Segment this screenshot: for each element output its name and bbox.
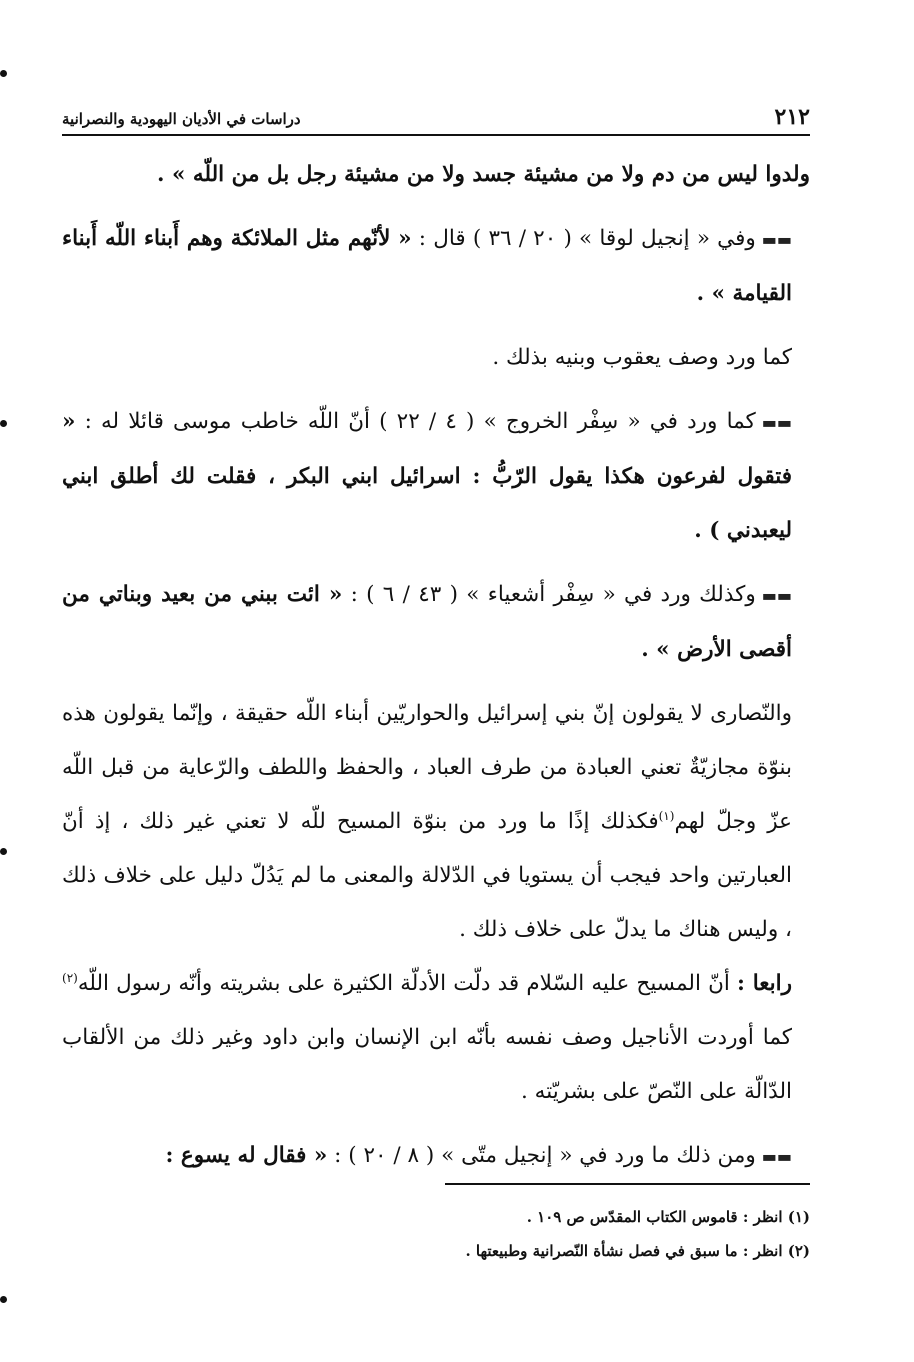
quote: « ائت ببني من بعيد وبناتي من أقصى الأرض » . [62, 582, 792, 662]
quote: « لأنّهم مثل الملائكة وهم أَبناء اللّه أَبناء القيامة » . [62, 226, 792, 306]
paragraph: رابعا : أنّ المسيح عليه السّلام قد دلّت الأدلّة الكثيرة على بشريته وأنّه رسول اللّه$^{(٢)}$ كما أوردت الأناجيل وصف نفسه بأنّه ابن الإنسان وابن داود وغير ذلك من الألقاب الدّالّة على النّصّ على بشريّته . [62, 970, 792, 1104]
footnote-ref: (٢) [62, 970, 78, 985]
paragraph-marker-icon: ▬▬ [761, 413, 793, 432]
paragraph-marker-icon: ▬▬ [761, 1147, 792, 1166]
paragraph: ▬▬كما ورد في « سِفْر الخروج » ( ٤ / ٢٢ ) أنّ اللّه خاطب موسى قائلا له : « فتقول لفرعون هكذا يقول الرّبُّ : اسرائيل ابني البكر ، فقلت لك أطلق ابني ليعبدني ) . [62, 409, 793, 543]
footnotes [62, 1200, 810, 1268]
section-label: رابعا : [737, 971, 792, 996]
paragraph: كما ورد وصف يعقوب وبنيه بذلك . [492, 345, 792, 370]
footnote: (١) انظر : قاموس الكتاب المقدّس ص ١٠٩ . [526, 1208, 810, 1226]
footnote-divider [445, 1183, 810, 1185]
footnote: (٢) انظر : ما سبق في فصل نشأة النّصرانية وطبيعتها . [465, 1242, 810, 1260]
paragraph: ▬▬وفي « إنجيل لوقا » ( ٢٠ / ٣٦ ) قال : « لأنّهم مثل الملائكة وهم أَبناء اللّه أَبناء القيامة » . [62, 226, 792, 306]
page-header [62, 100, 810, 136]
paragraph: ▬▬وكذلك ورد في « سِفْر أشعياء » ( ٤٣ / ٦ ) : « ائت ببني من بعيد وبناتي من أقصى الأرض » . [62, 582, 792, 662]
scan-mark [0, 848, 7, 855]
paragraph-marker-icon: ▬▬ [761, 230, 792, 249]
quote: « فقال له يسوع : [165, 1143, 328, 1168]
footnote-ref: (١) [658, 808, 675, 823]
page-number: ٢١٢ [774, 104, 810, 130]
scan-mark [0, 70, 7, 77]
paragraph: والنّصارى لا يقولون إنّ بني إسرائيل والحواريّين أبناء اللّه حقيقة ، وإنّما يقولون هذه بنوّة مجازيّةٌ تعني العبادة من طرف العباد ، والحفظ واللطف والرّعاية من قبل اللّه عزّ وجلّ لهم$^{(١)}$فكذلك إذًا ما ورد من بنوّة المسيح للّه لا تعني غير ذلك ، إذ أنّ العبارتين واحد فيجب أن يستويا في الدّلالة والمعنى ما لم يَدُلّ دليل على خلاف ذلك ، وليس هناك ما يدلّ على خلاف ذلك . [62, 701, 793, 942]
running-title: دراسات في الأديان اليهودية والنصرانية [62, 110, 301, 128]
paragraph-marker-icon: ▬▬ [761, 586, 792, 605]
scan-mark [0, 1296, 7, 1303]
scan-mark [0, 420, 7, 427]
quote: « فتقول لفرعون هكذا يقول الرّبُّ : اسرائيل ابني البكر ، فقلت لك أطلق ابني ليعبدني ) . [62, 409, 792, 543]
paragraph: ▬▬ومن ذلك ما ورد في « إنجيل متّى » ( ٨ / ٢٠ ) : « فقال له يسوع : [165, 1143, 792, 1168]
body-text [62, 148, 810, 1184]
paragraph: ولدوا ليس من دم ولا من مشيئة جسد ولا من مشيئة رجل بل من اللّه » . [157, 162, 810, 187]
